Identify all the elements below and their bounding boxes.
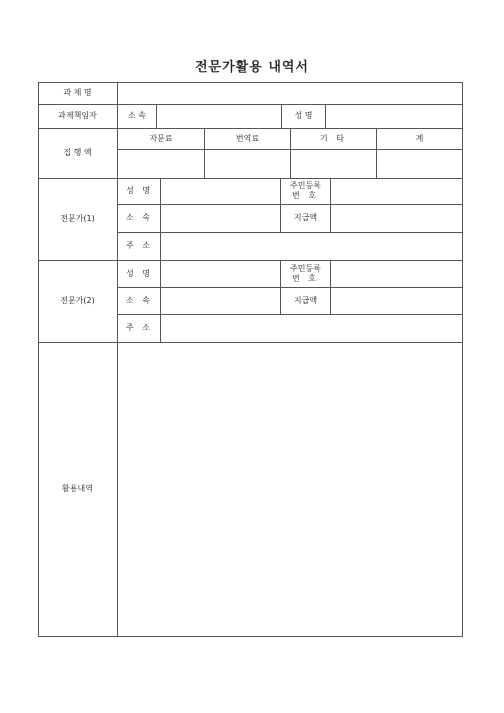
expert2-address-value[interactable] [161, 314, 462, 342]
project-name-label: 과 제 명 [63, 88, 92, 97]
project-lead-label: 과제책임자 [58, 111, 97, 120]
expert1-affiliation-label: 소 속 [126, 213, 153, 222]
amount-total-value[interactable] [377, 150, 462, 178]
border-right [462, 82, 463, 637]
usage-details-value[interactable] [118, 343, 462, 636]
expert1-name-label: 성 명 [126, 186, 153, 195]
usage-form [38, 82, 463, 637]
expert1-payment-label: 지급액 [293, 213, 318, 222]
expert2-name-value[interactable] [161, 260, 280, 287]
expert2-affiliation-label: 소 속 [126, 295, 153, 305]
expert1-label: 전문가(1) [60, 214, 95, 223]
usage-label: 활용내역 [62, 484, 93, 493]
expert2-id-label-line2: 번 호 [292, 273, 319, 283]
expert2-name-label: 성 명 [126, 268, 153, 278]
expert1-address-label: 주 소 [126, 241, 153, 250]
lead-affiliation-value[interactable] [157, 104, 281, 128]
amount-col-consulting: 자문료 [149, 133, 173, 143]
expert2-affiliation-value[interactable] [161, 287, 280, 314]
expert2-id-label-line1: 주민등록 [290, 263, 321, 273]
expert1-id-label-line2: 번 호 [292, 191, 319, 200]
expert1-address-value[interactable] [161, 232, 462, 260]
border-bottom [38, 636, 463, 637]
project-name-value[interactable] [118, 82, 462, 104]
expert1-id-label [281, 178, 330, 204]
expert2-id-label [281, 260, 330, 287]
amount-col-translation: 번역료 [235, 133, 260, 143]
document-title: 전문가활용 내역서 [195, 60, 309, 75]
expert1-name-value[interactable] [161, 178, 280, 204]
lead-affiliation-label: 소 속 [128, 111, 146, 120]
expert2-payment-value[interactable] [331, 287, 462, 314]
expert2-payment-label: 지급액 [293, 295, 318, 305]
amount-col-total: 계 [415, 133, 424, 143]
amount-consulting-value[interactable] [118, 150, 204, 178]
expert2-id-value[interactable] [331, 260, 462, 287]
expert2-label: 전문가(2) [60, 296, 95, 305]
lead-name-value[interactable] [326, 104, 462, 128]
exec-amount-label: 집 행 액 [63, 148, 92, 157]
lead-name-label: 성 명 [294, 111, 313, 120]
amount-col-other: 기 타 [320, 133, 347, 143]
expert1-affiliation-value[interactable] [161, 204, 280, 232]
expert1-id-label-line1: 주민등록 [290, 181, 321, 190]
expert1-payment-value[interactable] [331, 204, 462, 232]
expert1-id-value[interactable] [331, 178, 462, 204]
expert2-address-label: 주 소 [126, 323, 153, 332]
amount-other-value[interactable] [291, 150, 376, 178]
amount-translation-value[interactable] [205, 150, 290, 178]
